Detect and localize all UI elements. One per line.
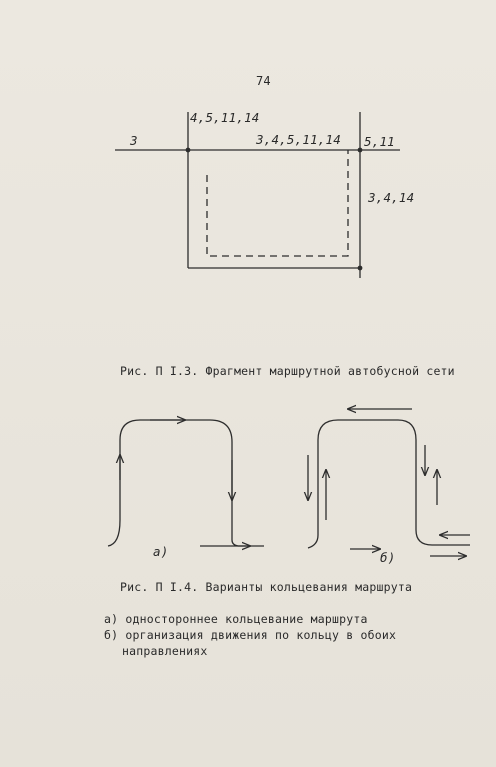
route-label-top-left: 4,5,11,14 (190, 110, 260, 125)
figure-4-label-a: а) (153, 544, 169, 559)
route-label-side: 3,4,14 (368, 190, 415, 205)
route-label-left: 3 (130, 133, 138, 148)
loop-a-path (120, 420, 264, 546)
page-number: 74 (256, 74, 271, 88)
loop-a-left-leg (108, 440, 120, 546)
figure-4-legend-b-cont: направлениях (122, 644, 208, 658)
figure-3-caption: Рис. П I.3. Фрагмент маршрутной автобусной сети (120, 364, 455, 378)
loop-b-left-leg (308, 440, 318, 548)
figure-4-caption: Рис. П I.4. Варианты кольцевания маршрута (120, 580, 413, 594)
figure-4-legend-a: а) одностороннее кольцевание маршрута (104, 612, 368, 626)
loop-b-path-inner (318, 420, 470, 545)
figure-4-legend-b: б) организация движения по кольцу в обоих (104, 628, 397, 642)
figure-4-label-b: б) (380, 550, 396, 565)
route-label-middle: 3,4,5,11,14 (256, 132, 341, 147)
route-label-right: 5,11 (364, 134, 395, 149)
